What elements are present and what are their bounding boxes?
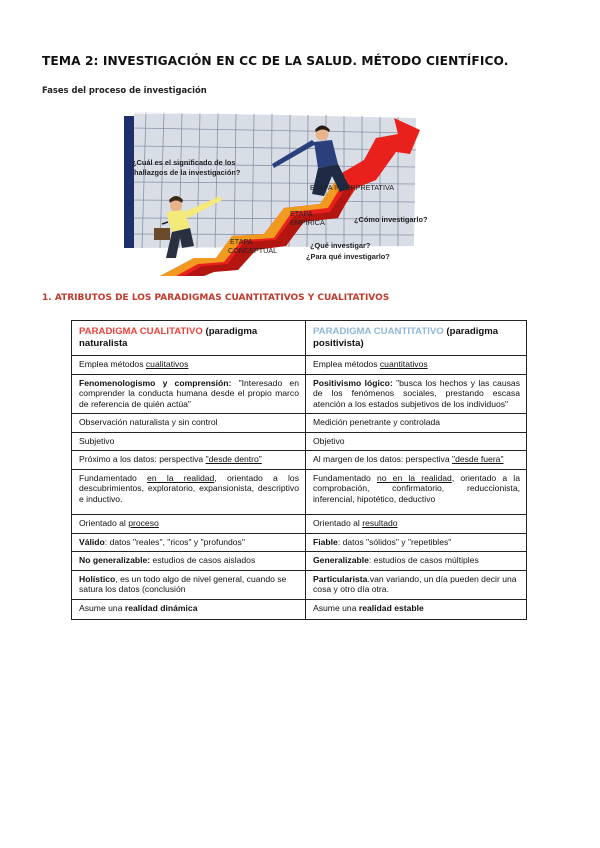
cell-right: Objetivo — [306, 432, 527, 451]
cell-left: Asume una realidad dinámica — [72, 599, 306, 620]
page-subtitle: Fases del proceso de investigación — [42, 85, 207, 95]
cell-left: Fundamentado en la realidad, orientado a los descubrimientos, exploratorio, expansionista, descriptivo e inductivo. — [72, 469, 306, 515]
cell-left: Próximo a los datos: perspectiva "desde dentro" — [72, 451, 306, 470]
table-row — [72, 515, 527, 534]
cell-left: Válido: datos "reales", "ricos" y "profundos" — [72, 533, 306, 552]
stage-empirical-label-2: EMPÍRICA — [290, 218, 325, 227]
table-row — [72, 469, 527, 515]
cell-right: Fundamentado no en la realidad, orientado a la comprobación, confirmatorio, reduccionista, inferencial, hipotético, deductivo — [306, 469, 527, 515]
table-row — [72, 533, 527, 552]
stage-conceptual-label-2: CONCEPTUAL — [228, 246, 278, 255]
paradigms-table — [71, 320, 527, 620]
cell-right: Positivismo lógico: "busca los hechos y las causas de los fenómenos sociales, prestando escasa atención a los estados subjetivos de los individuos" — [306, 374, 527, 414]
question-what-label: ¿Qué investigar? — [310, 241, 371, 250]
header-qualitative: PARADIGMA CUALITATIVO (paradigma naturalista — [72, 321, 306, 356]
cell-left: Subjetivo — [72, 432, 306, 451]
table-row — [72, 570, 527, 599]
table-row — [72, 451, 527, 470]
cell-right: Particularista.van variando, un día pueden decir una cosa y otro día otra. — [306, 570, 527, 599]
cell-left: Orientado al proceso — [72, 515, 306, 534]
cell-right: Al margen de los datos: perspectiva "desde fuera" — [306, 451, 527, 470]
table-row — [72, 414, 527, 433]
cell-left: No generalizable: estudios de casos aislados — [72, 552, 306, 571]
table-row — [72, 374, 527, 414]
research-phases-illustration — [124, 108, 428, 276]
cell-left: Emplea métodos cualitativos — [72, 356, 306, 375]
stage-conceptual-label-1: ETAPA — [230, 237, 253, 246]
stage-interpretive-label: ETAPA INTERPRETATIVA — [310, 183, 394, 192]
header-quantitative: PARADIGMA CUANTITATIVO (paradigma positivista) — [306, 321, 527, 356]
section-heading: 1. ATRIBUTOS DE LOS PARADIGMAS CUANTITATIVOS Y CUALITATIVOS — [42, 293, 390, 303]
cell-right: Medición penetrante y controlada — [306, 414, 527, 433]
page-title: TEMA 2: INVESTIGACIÓN EN CC DE LA SALUD. MÉTODO CIENTÍFICO. — [42, 54, 509, 68]
cell-right: Orientado al resultado — [306, 515, 527, 534]
cell-right: Fiable: datos "sólidos" y "repetibles" — [306, 533, 527, 552]
question-meaning-line1: ¿Cuál es el significado de los — [132, 158, 236, 167]
table-header-row — [72, 321, 527, 356]
cell-left: Holístico, es un todo algo de nivel general, cuando se satura los datos (conclusión — [72, 570, 306, 599]
table-row — [72, 432, 527, 451]
table-row — [72, 356, 527, 375]
cell-left: Observación naturalista y sin control — [72, 414, 306, 433]
table-row — [72, 552, 527, 571]
question-why-label: ¿Para qué investigarlo? — [306, 252, 390, 261]
question-how-label: ¿Cómo investigarlo? — [354, 215, 428, 224]
cell-right: Generalizable: estudios de casos múltiples — [306, 552, 527, 571]
stage-empirical-label-1: ETAPA — [290, 209, 313, 218]
cell-right: Emplea métodos cuantitativos — [306, 356, 527, 375]
cell-left: Fenomenologismo y comprensión: "Interesado en comprender la conducta humana desde el propio marco de referencia de quién actúa" — [72, 374, 306, 414]
cell-right: Asume una realidad estable — [306, 599, 527, 620]
question-meaning-line2: hallazgos de la investigación? — [134, 168, 241, 177]
table-row — [72, 599, 527, 620]
